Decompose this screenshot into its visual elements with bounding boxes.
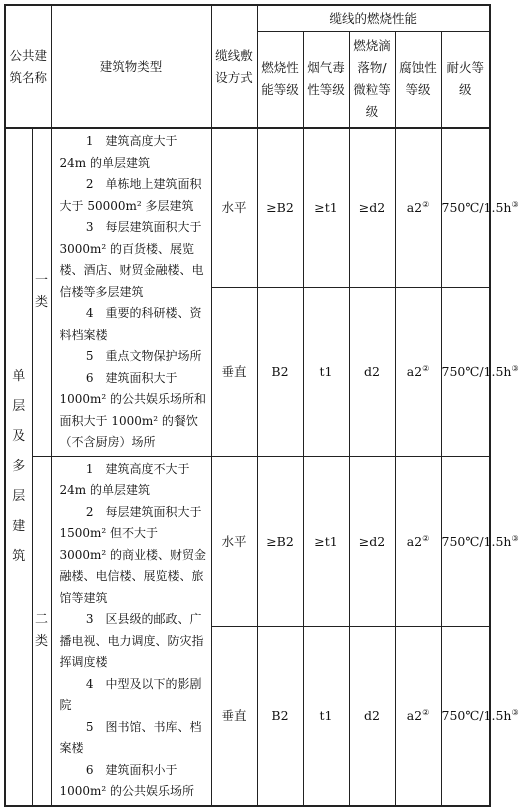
item: 3 每层建筑面积大于 3000m² 的百货楼、展览楼、酒店、财贸金融楼、电信楼等多层建筑 <box>59 220 204 299</box>
header-corrosion-grade: 腐蚀性等级 <box>395 31 441 128</box>
method-cell: 垂直 <box>211 627 257 806</box>
drip-cell: d2 <box>349 627 395 806</box>
fire-cell: 750℃/1.5h③ <box>441 456 490 627</box>
item: 3 区县级的邮政、广播电视、电力调度、防灾指挥调度楼 <box>59 612 204 669</box>
fire-cell: 750℃/1.5h③ <box>441 128 490 287</box>
corrosion-cell: a2② <box>395 456 441 627</box>
flame-cell: B2 <box>257 627 303 806</box>
item: 5 图书馆、书库、档案楼 <box>59 719 202 755</box>
method-cell: 水平 <box>211 128 257 287</box>
class-cell-2 <box>32 456 51 806</box>
building-items-1 <box>51 128 211 456</box>
header-smoke-grade: 烟气毒性等级 <box>303 31 349 128</box>
item: 5 重点文物保护场所 <box>85 349 202 363</box>
flame-cell: ≥B2 <box>257 456 303 627</box>
item: 2 单栋地上建筑面积大于 50000m² 多层建筑 <box>59 177 202 213</box>
flame-cell: ≥B2 <box>257 128 303 287</box>
header-flame-grade: 燃烧性能等级 <box>257 31 303 128</box>
method-cell: 水平 <box>211 456 257 627</box>
corrosion-cell: a2② <box>395 287 441 456</box>
building-items-2 <box>51 456 211 806</box>
smoke-cell: t1 <box>303 627 349 806</box>
drip-cell: ≥d2 <box>349 456 395 627</box>
item: 1 建筑高度大于 24m 的单层建筑 <box>59 134 178 170</box>
item: 4 中型及以下的影剧院 <box>59 676 202 712</box>
class-label-1: 一类 <box>34 273 48 311</box>
drip-cell: ≥d2 <box>349 128 395 287</box>
flame-cell: B2 <box>257 287 303 456</box>
fire-cell: 750℃/1.5h③ <box>441 627 490 806</box>
header-laying-method: 缆线敷设方式 <box>211 5 257 128</box>
header-drip-grade: 燃烧滴落物/微粒等级 <box>349 31 395 128</box>
smoke-cell: ≥t1 <box>303 456 349 627</box>
fire-cell: 750℃/1.5h③ <box>441 287 490 456</box>
item: 4 重要的科研楼、资料档案楼 <box>59 306 202 342</box>
smoke-cell: t1 <box>303 287 349 456</box>
item: 6 建筑面积大于 1000m² 的公共娱乐场所和面积大于 1000m² 的餐饮（不含厨房）场所 <box>59 370 207 449</box>
header-fire-resistance: 耐火等级 <box>441 31 490 128</box>
class-cell-1 <box>32 128 51 456</box>
drip-cell: d2 <box>349 287 395 456</box>
smoke-cell: ≥t1 <box>303 128 349 287</box>
corrosion-cell: a2② <box>395 128 441 287</box>
class-label-2: 二类 <box>34 611 48 649</box>
item: 1 建筑高度不大于 24m 的单层建筑 <box>59 461 190 497</box>
method-cell: 垂直 <box>211 287 257 456</box>
header-building-type: 建筑物类型 <box>51 5 211 128</box>
category-label: 单层及多层建筑 <box>12 368 26 564</box>
corrosion-cell: a2② <box>395 627 441 806</box>
category-cell <box>5 128 32 806</box>
header-combustion-group: 缆线的燃烧性能 <box>257 5 490 31</box>
item: 6 建筑面积小于 1000m² 的公共娱乐场所 <box>59 762 195 798</box>
item: 2 每层建筑面积大于 1500m² 但不大于 3000m² 的商业楼、财贸金融楼、电信楼、展览楼、旅馆等建筑 <box>59 504 207 605</box>
cable-fire-performance-table <box>4 4 519 807</box>
header-building-name: 公共建筑名称 <box>5 5 51 128</box>
